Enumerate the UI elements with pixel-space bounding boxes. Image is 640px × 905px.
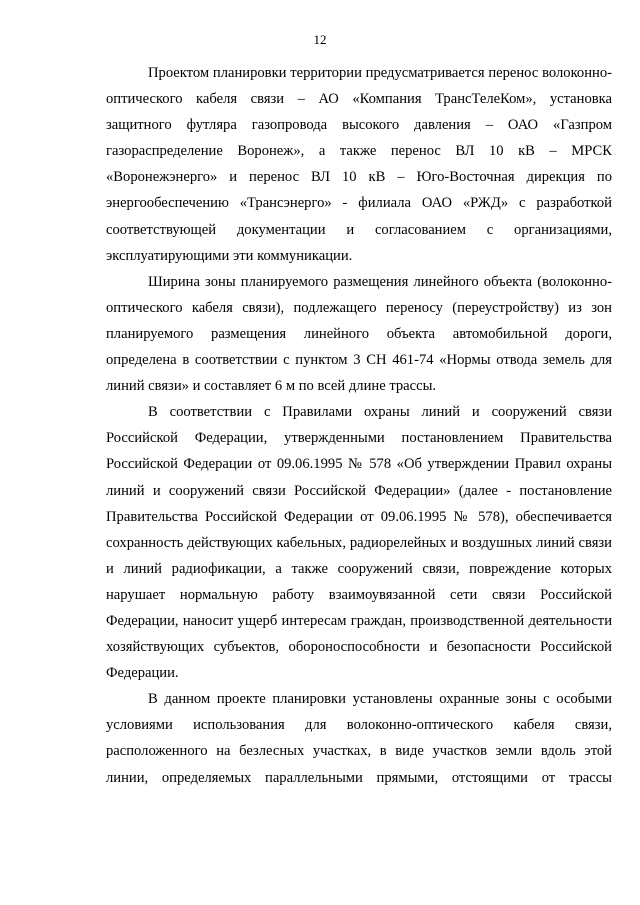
paragraph-protection-rules: В соответствии с Правилами охраны линий и сооружений связи Российской Федерации, утвержденными постановлением Правительства Российской Федерации от 09.06.1995 № 578 «Об утверждении Правил охраны линий и сооружений связи Российской Федерации» (далее - постановление Правительства Российской Федерации от 09.06.1995 № 578), обеспечивается сохранность действующих кабельных, радиорелейных и воздушных линий связи и линий радиофикации, а также сооружений связи, повреждение которых нарушает нормальную работу взаимоувязанной сети связи Российской Федерации, наносит ущерб интересам граждан, производственной деятельности хозяйствующих субъектов, обороноспособности и безопасности Российской Федерации. (106, 404, 612, 682)
paragraph-zone-width: Ширина зоны планируемого размещения линейного объекта (волоконно-оптического кабеля связи), подлежащего переносу (переустройству) из зон планируемого размещения линейного объекта автомобильной дороги, определена в соответствии с пунктом 3 СН 461-74 «Нормы отвода земель для линий связи» и составляет 6 м по всей длине трассы. (106, 273, 612, 395)
paragraph-relocation: Проектом планировки территории предусматривается перенос волоконно-оптического кабеля связи – АО «Компания ТрансТелеКом», установка защитного футляра газопровода высокого давления – ОАО «Газпром газораспределение Воронеж», а также перенос ВЛ 10 кВ – МРСК «Воронежэнерго» и перенос ВЛ 10 кВ – Юго-Восточная дирекция по энергообеспечению «Трансэнерго» - филиала ОАО «РЖД» с разработкой соответствующей документации и согласованием с организациями, эксплуатирующими эти коммуникации. (106, 65, 612, 264)
paragraph-protection-zones: В данном проекте планировки установлены охранные зоны с особыми условиями использования для волоконно-оптического кабеля связи, расположенного на безлесных участках, в виде участков земли вдоль этой линии, определяемых параллельными прямыми, отстоящими от трассы (106, 691, 612, 786)
document-body (106, 60, 612, 791)
page-number: 12 (313, 32, 327, 47)
